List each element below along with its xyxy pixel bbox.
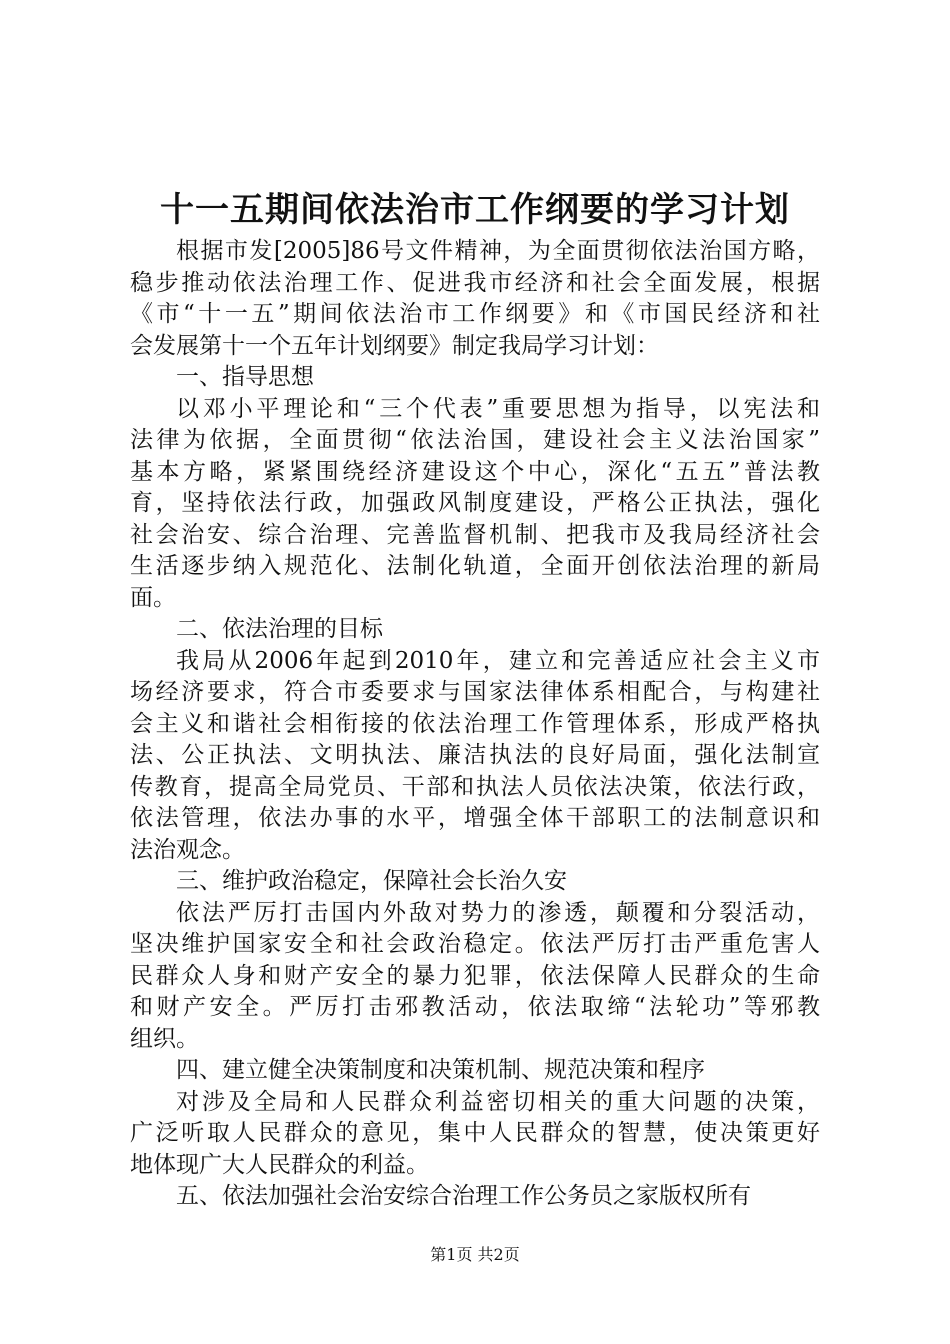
text-line: 民群众人身和财产安全的暴力犯罪，依法保障人民群众的生命 (130, 962, 820, 989)
text-line: 根据市发[2005]86号文件精神，为全面贯彻依法治国方略， (176, 238, 820, 264)
document-title: 十一五期间依法治市工作纲要的学习计划 (160, 190, 790, 230)
text-line: 依法管理，依法办事的水平，增强全体干部职工的法制意识和 (130, 805, 820, 831)
text-line: 法、公正执法、文明执法、廉洁执法的良好局面，强化法制宣 (130, 742, 820, 768)
text-line: 组织。 (130, 1025, 199, 1052)
text-line: 一、指导思想 (176, 364, 314, 390)
text-line: 三、维护政治稳定，保障社会长治久安 (176, 868, 567, 894)
text-line: 会发展第十一个五年计划纲要》制定我局学习计划： (130, 332, 659, 359)
text-line: 稳步推动依法治理工作、促进我市经济和社会全面发展，根据 (130, 269, 820, 296)
text-line: 我局从2006年起到2010年，建立和完善适应社会主义市 (176, 647, 820, 674)
text-line: 法律为依据，全面贯彻“依法治国，建设社会主义法治国家” (130, 427, 820, 453)
text-line: 场经济要求，符合市委要求与国家法律体系相配合，与构建社 (130, 679, 820, 705)
text-line: 五、依法加强社会治安综合治理工作公务员之家版权所有 (176, 1183, 751, 1209)
text-line: 基本方略，紧紧围绕经济建设这个中心，深化“五五”普法教 (130, 458, 820, 485)
text-line: 会主义和谐社会相衔接的依法治理工作管理体系，形成严格执 (130, 710, 820, 737)
text-line: 生活逐步纳入规范化、法制化轨道，全面开创依法治理的新局 (130, 553, 820, 579)
text-line: 广泛听取人民群众的意见，集中人民群众的智慧，使决策更好 (130, 1120, 820, 1146)
text-line: 四、建立健全决策制度和决策机制、规范决策和程序 (176, 1057, 705, 1083)
text-line: 《市“十一五”期间依法治市工作纲要》和《市国民经济和社 (130, 301, 820, 327)
text-line: 法治观念。 (130, 836, 245, 863)
text-line: 育，坚持依法行政，加强政风制度建设，严格公正执法，强化 (130, 490, 820, 516)
document-body (130, 236, 820, 1213)
text-line: 传教育，提高全局党员、干部和执法人员依法决策，依法行政， (130, 773, 820, 800)
text-line: 以邓小平理论和“三个代表”重要思想为指导，以宪法和 (176, 395, 820, 422)
text-line: 对涉及全局和人民群众利益密切相关的重大问题的决策， (176, 1088, 820, 1115)
text-line: 地体现广大人民群众的利益。 (130, 1151, 429, 1178)
text-line: 依法严厉打击国内外敌对势力的渗透，颠覆和分裂活动， (176, 899, 820, 926)
text-line: 和财产安全。严厉打击邪教活动，依法取缔“法轮功”等邪教 (130, 994, 820, 1020)
text-line: 社会治安、综合治理、完善监督机制、把我市及我局经济社会 (130, 521, 820, 548)
text-line: 坚决维护国家安全和社会政治稳定。依法严厉打击严重危害人 (130, 931, 820, 957)
page-number-footer: 第1页 共2页 (430, 1245, 520, 1264)
text-line: 面。 (130, 584, 176, 611)
text-line: 二、依法治理的目标 (176, 616, 383, 642)
